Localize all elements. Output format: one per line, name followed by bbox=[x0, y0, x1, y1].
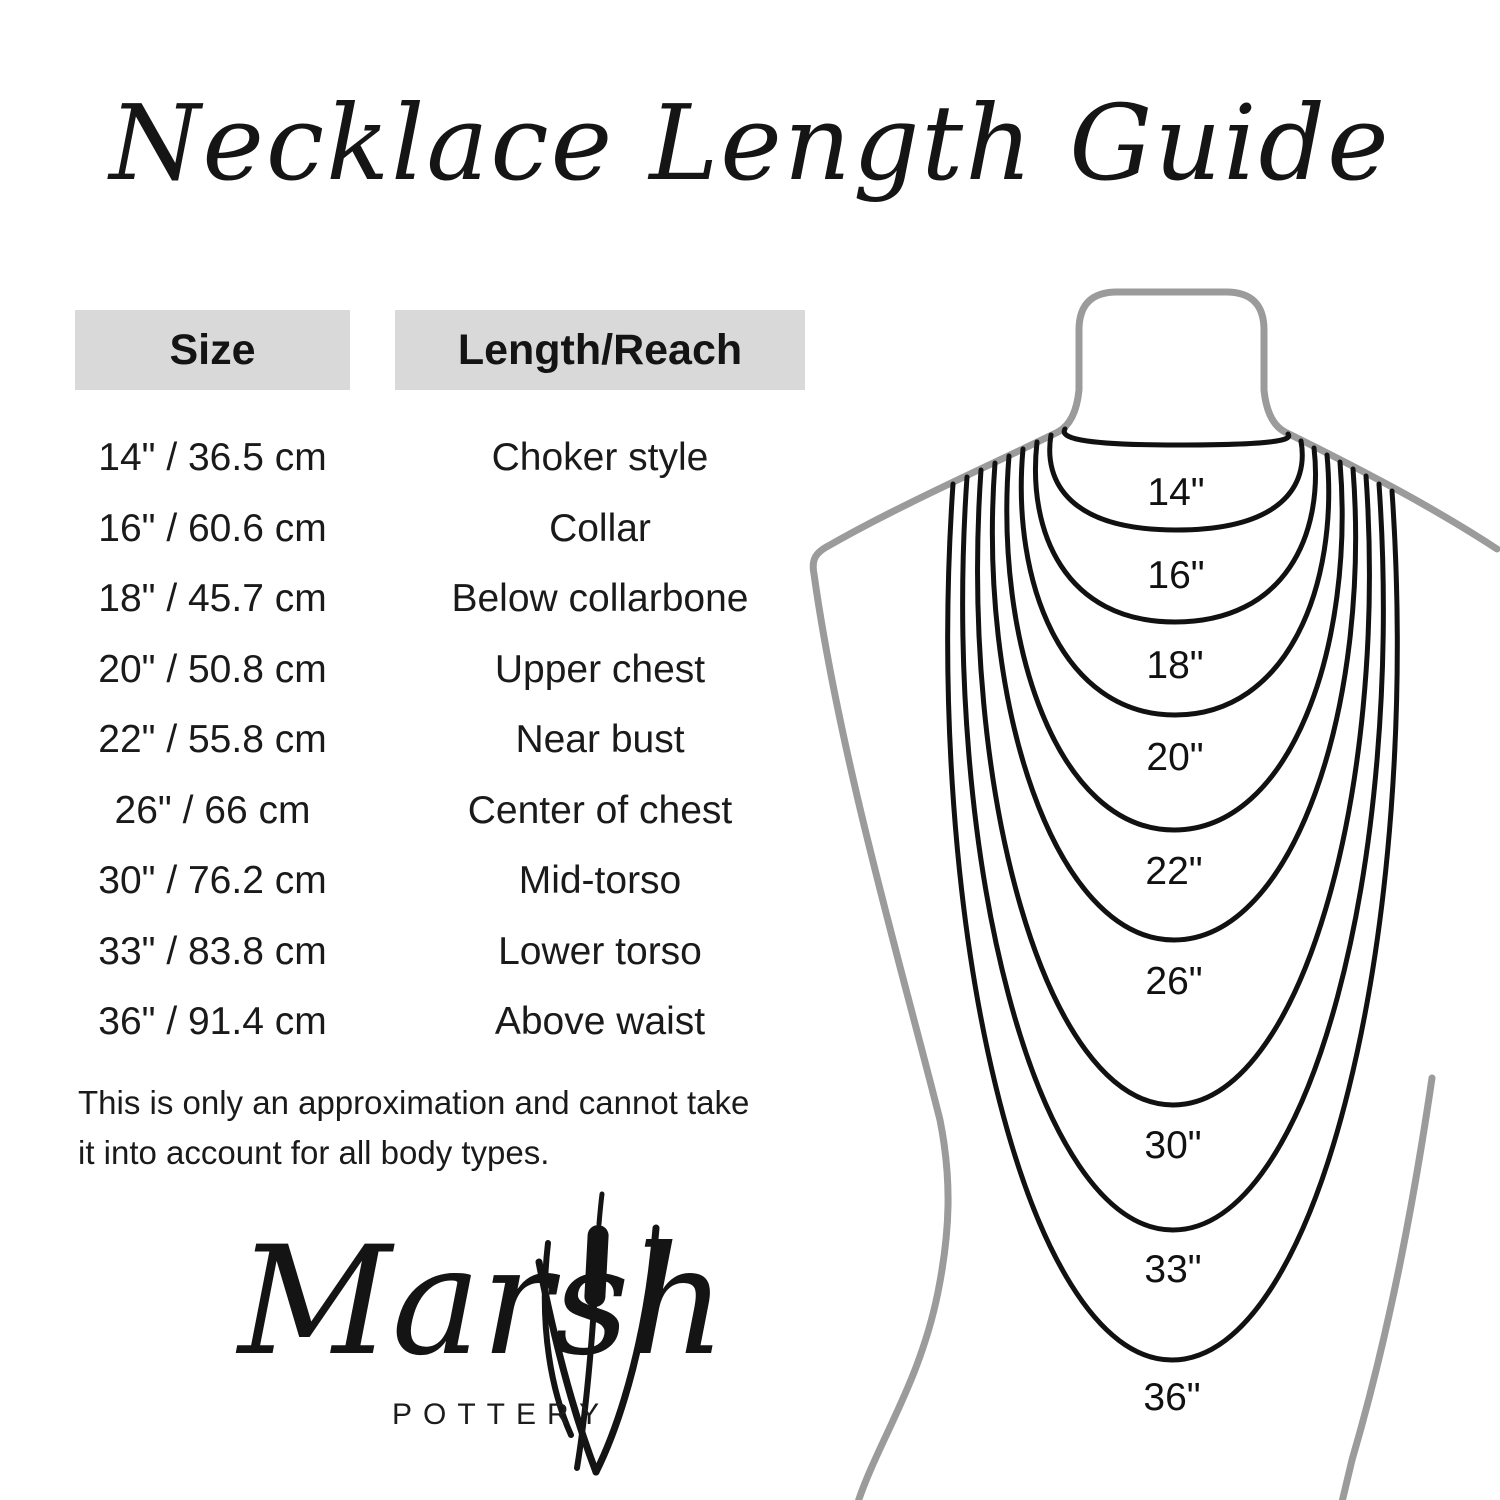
necklace-label-26: 26" bbox=[1145, 960, 1203, 1003]
size-cell: 14" / 36.5 cm bbox=[98, 436, 327, 480]
reach-cell: Mid-torso bbox=[518, 859, 682, 903]
reach-cell: Below collarbone bbox=[451, 577, 749, 621]
size-cell: 30" / 76.2 cm bbox=[98, 859, 327, 903]
reach-cell: Upper chest bbox=[494, 647, 706, 691]
size-cell: 26" / 66 cm bbox=[114, 788, 311, 832]
necklace-label-33: 33" bbox=[1144, 1248, 1202, 1291]
brand-name: Marsh bbox=[238, 1215, 727, 1389]
reach-cell: Near bust bbox=[515, 718, 685, 762]
disclaimer-text: This is only an approximation and cannot take it into account for all body types. bbox=[78, 1084, 750, 1171]
necklace-labels bbox=[1143, 471, 1204, 1419]
table-header-reach-label: Length/Reach bbox=[457, 325, 743, 374]
necklace-label-36: 36" bbox=[1143, 1376, 1201, 1419]
reach-cell: Above waist bbox=[494, 1000, 706, 1044]
reach-cell: Choker style bbox=[491, 436, 709, 480]
size-cell: 20" / 50.8 cm bbox=[98, 647, 327, 691]
necklace-14-path bbox=[1064, 429, 1289, 445]
size-cell: 36" / 91.4 cm bbox=[98, 1000, 327, 1044]
necklace-label-14: 14" bbox=[1147, 471, 1205, 514]
necklace-label-18: 18" bbox=[1146, 644, 1204, 687]
reach-cell: Lower torso bbox=[498, 929, 702, 973]
size-cell: 16" / 60.6 cm bbox=[98, 506, 327, 550]
mannequin-right-side-path bbox=[1342, 1078, 1432, 1500]
necklace-label-30: 30" bbox=[1144, 1124, 1202, 1167]
reach-cell: Collar bbox=[549, 506, 651, 550]
reach-cell: Center of chest bbox=[467, 788, 733, 832]
size-cell: 33" / 83.8 cm bbox=[98, 929, 327, 973]
necklace-label-16: 16" bbox=[1147, 554, 1205, 597]
necklace-label-22: 22" bbox=[1145, 850, 1203, 893]
table-header-size-label: Size bbox=[169, 325, 256, 374]
size-cell: 22" / 55.8 cm bbox=[98, 718, 327, 762]
size-cell: 18" / 45.7 cm bbox=[98, 577, 327, 621]
brand-subtitle: POTTERY bbox=[392, 1398, 611, 1431]
page-title: Necklace Length Guide bbox=[109, 82, 1391, 204]
necklace-label-20: 20" bbox=[1146, 736, 1204, 779]
